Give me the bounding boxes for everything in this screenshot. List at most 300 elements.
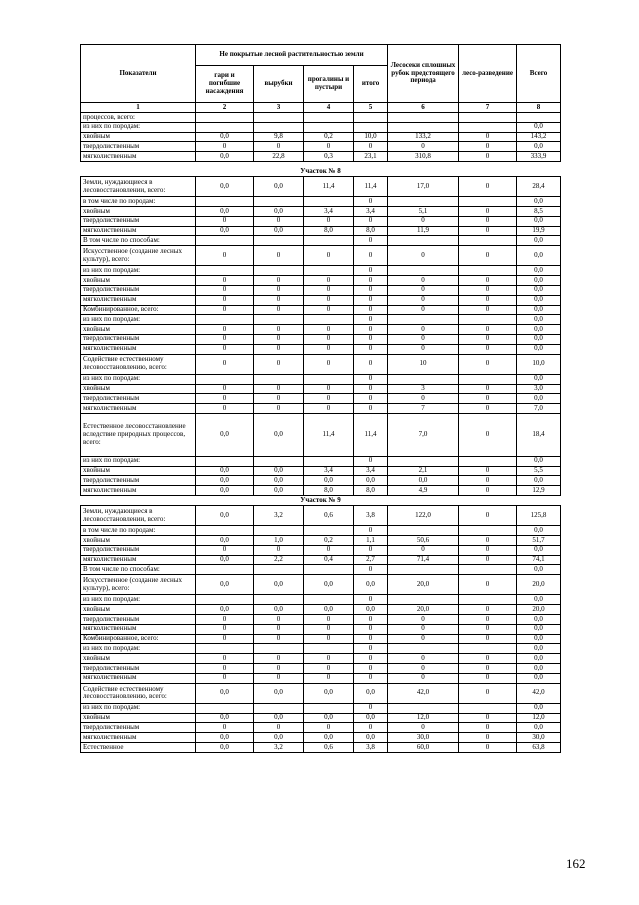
cell-value: 0 [196,673,254,683]
cell-value [196,113,254,123]
cell-value [254,266,304,276]
cell-value [304,236,354,246]
cell-value [304,122,354,132]
header-forestry: лесо-разведение [459,45,517,103]
cell-value [459,113,517,123]
cell-value [196,236,254,246]
cell-value: 310,8 [388,152,459,162]
cell-value: 0 [196,404,254,414]
cell-value: 0 [388,325,459,335]
cell-value: 0,0 [517,246,561,266]
cell-value: 0,0 [196,733,254,743]
cell-value: 3,8 [354,742,388,752]
cell-value [304,113,354,123]
cell-value: 0,0 [304,683,354,703]
cell-value: 0 [459,742,517,752]
cell-value: 10,0 [354,132,388,142]
cell-value: 0 [459,285,517,295]
cell-value: 0 [388,334,459,344]
row-label: твердолиственным [81,285,196,295]
cell-value: 125,8 [517,506,561,526]
table-row [81,565,561,575]
cell-value: 0 [459,305,517,315]
cell-value: 0,0 [517,236,561,246]
header-total: Всего [517,45,561,103]
cell-value: 0 [354,374,388,384]
cell-value: 0,0 [517,295,561,305]
row-label: Искусственное (создание лесных культур), всего: [81,246,196,266]
cell-value: 12,9 [517,486,561,496]
cell-value: 3,4 [304,466,354,476]
cell-value: 0 [254,344,304,354]
cell-value: 0 [304,354,354,374]
table-row [81,216,561,226]
cell-value: 0 [304,305,354,315]
cell-value: 0 [254,305,304,315]
header-cutting: Лесосеки сплошных рубок предстоящего периода [388,45,459,103]
cell-value: 0,0 [254,476,304,486]
cell-value: 4,9 [388,486,459,496]
cell-value: 0,0 [354,733,388,743]
cell-value [254,595,304,605]
cell-value: 3 [388,384,459,394]
cell-value: 23,1 [354,152,388,162]
cell-value: 1,0 [254,536,304,546]
cell-value: 0,0 [517,644,561,654]
cell-value: 0 [196,276,254,286]
table-row [81,334,561,344]
row-label: Искусственное (создание лесных культур), всего: [81,575,196,595]
cell-value: 0,0 [517,216,561,226]
cell-value: 0,0 [254,605,304,615]
cell-value: 2,7 [354,555,388,565]
cell-value: 0,0 [517,476,561,486]
forest-restoration-table [80,44,561,753]
cell-value: 0 [304,325,354,335]
cell-value: 0,0 [196,132,254,142]
cell-value: 0 [354,723,388,733]
row-label: твердолиственным [81,142,196,152]
col-number: 3 [254,103,304,113]
cell-value: 0 [196,142,254,152]
cell-value [196,565,254,575]
cell-value: 0,0 [254,226,304,236]
cell-value: 0 [196,634,254,644]
cell-value: 8,0 [304,226,354,236]
cell-value [304,374,354,384]
cell-value: 0 [196,384,254,394]
cell-value: 12,0 [517,713,561,723]
cell-value [459,315,517,325]
cell-value: 9,8 [254,132,304,142]
cell-value: 0 [388,344,459,354]
table-row [81,276,561,286]
cell-value: 0 [254,295,304,305]
table-row [81,742,561,752]
row-label: мягколиственным [81,295,196,305]
cell-value [388,703,459,713]
page-number: 162 [566,856,586,871]
table-row [81,486,561,496]
cell-value: 0 [254,394,304,404]
cell-value: 0 [459,575,517,595]
row-label: Содействие естественному лесовосстановлению, всего: [81,354,196,374]
cell-value: 0 [388,634,459,644]
row-label: В том числе по способам: [81,565,196,575]
cell-value: 0 [459,394,517,404]
cell-value: 0,0 [517,285,561,295]
table-row [81,624,561,634]
cell-value: 0 [254,615,304,625]
cell-value [196,315,254,325]
cell-value: 0 [254,654,304,664]
table-row [81,305,561,315]
table-row [81,476,561,486]
cell-value [459,374,517,384]
cell-value: 0 [354,216,388,226]
cell-value [196,703,254,713]
cell-value [354,122,388,132]
cell-value [459,703,517,713]
row-label: из них по породам: [81,456,196,466]
cell-value: 0,0 [388,476,459,486]
cell-value [459,526,517,536]
row-label: хвойным [81,605,196,615]
cell-value: 0,0 [517,456,561,466]
cell-value: 11,4 [354,176,388,196]
cell-value: 0 [354,246,388,266]
cell-value: 0 [459,555,517,565]
cell-value: 0 [354,664,388,674]
cell-value: 0 [354,142,388,152]
cell-value: 0 [354,305,388,315]
cell-value: 0 [196,354,254,374]
cell-value: 0 [354,197,388,207]
cell-value: 0 [304,545,354,555]
cell-value: 3,4 [304,206,354,216]
row-label: твердолиственным [81,723,196,733]
cell-value [459,122,517,132]
cell-value: 122,0 [388,506,459,526]
cell-value: 0,0 [196,466,254,476]
table-row [81,615,561,625]
row-label: хвойным [81,654,196,664]
table-row [81,644,561,654]
cell-value [388,236,459,246]
cell-value: 0 [196,285,254,295]
cell-value: 11,4 [304,413,354,456]
cell-value [304,456,354,466]
cell-value: 0 [354,344,388,354]
col-number: 1 [81,103,196,113]
cell-value: 0 [388,305,459,315]
cell-value: 0,0 [354,683,388,703]
cell-value: 0 [196,545,254,555]
cell-value: 0 [459,344,517,354]
cell-value: 0 [388,615,459,625]
cell-value: 0 [354,266,388,276]
cell-value: 0 [388,246,459,266]
cell-value: 0 [354,285,388,295]
cell-value [459,236,517,246]
table-row [81,197,561,207]
cell-value: 0 [304,334,354,344]
table-row [81,394,561,404]
cell-value: 0,0 [517,276,561,286]
cell-value [388,374,459,384]
cell-value: 3,4 [354,206,388,216]
row-label: твердолиственным [81,476,196,486]
cell-value: 0 [388,664,459,674]
cell-value: 0 [354,526,388,536]
cell-value: 0 [254,285,304,295]
row-label: твердолиственным [81,216,196,226]
cell-value: 3,4 [354,466,388,476]
row-label: в том числе по породам: [81,526,196,536]
row-label: Содействие естественному лесовосстановлению, всего: [81,683,196,703]
cell-value: 0,0 [517,315,561,325]
cell-value: 19,9 [517,226,561,236]
cell-value: 0 [459,615,517,625]
cell-value: 42,0 [388,683,459,703]
cell-value [254,526,304,536]
cell-value: 0,0 [196,176,254,196]
cell-value [196,266,254,276]
table-row [81,132,561,142]
row-label: Естественное [81,742,196,752]
table-row [81,595,561,605]
cell-value: 0,0 [517,624,561,634]
cell-value: 0 [388,654,459,664]
cell-value: 0,0 [196,683,254,703]
cell-value: 0 [254,624,304,634]
col-number: 5 [354,103,388,113]
cell-value: 0,0 [517,526,561,536]
cell-value: 0 [304,384,354,394]
cell-value [304,315,354,325]
cell-value: 0 [354,394,388,404]
cell-value: 0,0 [354,713,388,723]
cell-value: 28,4 [517,176,561,196]
cell-value: 0 [304,276,354,286]
cell-value [254,315,304,325]
cell-value: 0 [459,226,517,236]
cell-value: 10,0 [517,354,561,374]
cell-value [254,236,304,246]
cell-value: 0 [254,276,304,286]
col-number: 8 [517,103,561,113]
section-8-header [81,161,561,176]
cell-value: 50,6 [388,536,459,546]
cell-value [459,456,517,466]
cell-value: 0 [196,305,254,315]
cell-value: 8,0 [354,226,388,236]
cell-value [254,197,304,207]
table-row [81,206,561,216]
table-row [81,545,561,555]
table-row [81,122,561,132]
cell-value: 3,8 [354,506,388,526]
row-label: Естественное лесовосстановление вследствие природных процессов, всего: [81,413,196,456]
row-label: Земли, нуждающиеся в лесовосстановлении, всего: [81,176,196,196]
cell-value: 63,8 [517,742,561,752]
row-label: мягколиственным [81,344,196,354]
cell-value: 2,1 [388,466,459,476]
cell-value: 0,0 [517,197,561,207]
cell-value: 0,0 [304,733,354,743]
cell-value: 0 [254,723,304,733]
cell-value [254,644,304,654]
row-label: мягколиственным [81,226,196,236]
header-not-covered: Не покрытые лесной растительностью земли [196,45,388,66]
header-burned: гари и погибшие насаждения [196,66,254,103]
cell-value: 0,0 [517,664,561,674]
cell-value: 0 [388,285,459,295]
cell-value: 0 [196,216,254,226]
cell-value: 0 [196,664,254,674]
cell-value: 0 [459,466,517,476]
cell-value [254,456,304,466]
cell-value: 0 [388,545,459,555]
row-label: твердолиственным [81,615,196,625]
table-row [81,142,561,152]
cell-value: 0,0 [517,595,561,605]
cell-value: 0,0 [254,176,304,196]
cell-value [388,565,459,575]
cell-value: 0 [354,654,388,664]
cell-value: 0 [459,664,517,674]
cell-value: 18,4 [517,413,561,456]
cell-value: 0 [354,545,388,555]
cell-value: 0,0 [517,703,561,713]
cell-value: 0 [304,624,354,634]
row-label: хвойным [81,206,196,216]
cell-value: 0 [304,246,354,266]
cell-value [254,113,304,123]
cell-value: 3,2 [254,742,304,752]
cell-value [254,565,304,575]
cell-value [388,122,459,132]
cell-value: 0,0 [254,733,304,743]
cell-value: 0 [459,334,517,344]
row-label: твердолиственным [81,394,196,404]
table-row [81,555,561,565]
cell-value [304,595,354,605]
cell-value [388,197,459,207]
cell-value: 0 [459,246,517,266]
cell-value: 0 [459,723,517,733]
table-row [81,344,561,354]
cell-value [304,197,354,207]
cell-value: 0,0 [254,713,304,723]
cell-value: 0 [196,334,254,344]
cell-value: 0 [354,673,388,683]
cell-value: 0,3 [304,152,354,162]
row-label: твердолиственным [81,334,196,344]
cell-value: 0 [459,624,517,634]
row-label: твердолиственным [81,664,196,674]
cell-value: 0 [254,142,304,152]
cell-value: 0 [459,713,517,723]
cell-value: 0 [459,634,517,644]
header-clearings: вырубки [254,66,304,103]
cell-value: 0 [459,152,517,162]
column-numbers-row [81,103,561,113]
cell-value [196,122,254,132]
cell-value: 0 [304,344,354,354]
cell-value: 20,0 [517,575,561,595]
cell-value: 0,2 [304,132,354,142]
cell-value: 0 [354,634,388,644]
table-row [81,374,561,384]
table-row [81,664,561,674]
cell-value: 71,4 [388,555,459,565]
cell-value: 0 [304,394,354,404]
cell-value: 5,5 [517,466,561,476]
cell-value [388,644,459,654]
cell-value: 0,0 [196,605,254,615]
cell-value: 0,6 [304,506,354,526]
cell-value: 0,0 [196,152,254,162]
cell-value: 0 [196,295,254,305]
cell-value: 11,4 [304,176,354,196]
table-row [81,152,561,162]
cell-value: 74,1 [517,555,561,565]
table-row [81,506,561,526]
row-label: хвойным [81,713,196,723]
cell-value: 0,0 [196,476,254,486]
table-row [81,413,561,456]
cell-value: 0,0 [254,486,304,496]
cell-value: 0 [196,246,254,266]
table-row [81,456,561,466]
table-row [81,683,561,703]
cell-value: 0 [254,664,304,674]
table-row [81,404,561,414]
table-row [81,113,561,123]
cell-value: 0 [254,634,304,644]
cell-value: 0 [388,276,459,286]
cell-value [388,595,459,605]
cell-value: 3,2 [254,506,304,526]
cell-value: 0 [459,506,517,526]
cell-value: 0,0 [517,394,561,404]
cell-value: 0 [254,216,304,226]
cell-value [254,374,304,384]
row-label: хвойным [81,325,196,335]
row-label: мягколиственным [81,673,196,683]
table-row [81,315,561,325]
cell-value: 8,0 [354,486,388,496]
cell-value: 0 [254,404,304,414]
cell-value: 30,0 [517,733,561,743]
cell-value: 8,5 [517,206,561,216]
cell-value: 0 [196,624,254,634]
cell-value: 0 [304,216,354,226]
cell-value [517,113,561,123]
col-number: 2 [196,103,254,113]
cell-value: 0,0 [517,325,561,335]
cell-value [459,595,517,605]
cell-value: 0 [459,476,517,486]
row-label: из них по породам: [81,315,196,325]
cell-value: 3,0 [517,384,561,394]
cell-value: 0 [354,276,388,286]
cell-value [388,113,459,123]
cell-value: 1,1 [354,536,388,546]
cell-value [459,266,517,276]
cell-value: 0,0 [304,575,354,595]
